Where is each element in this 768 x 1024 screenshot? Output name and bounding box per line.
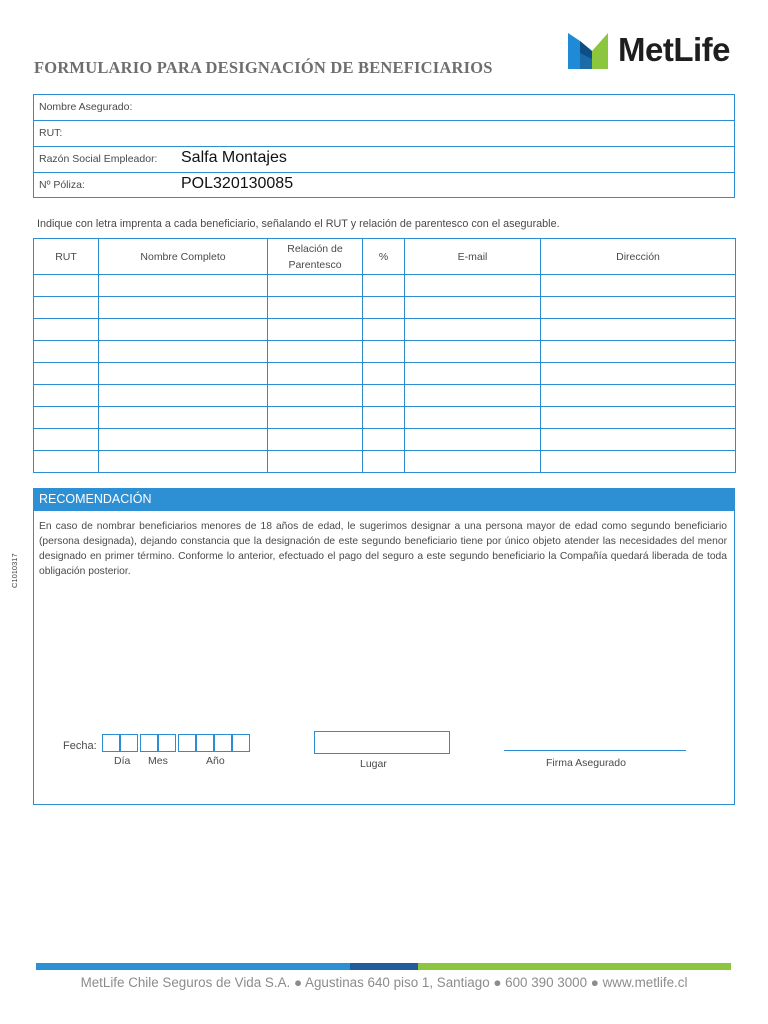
insured-info-box [33,94,735,198]
column-header-direccion: Dirección [541,239,736,275]
table-cell[interactable] [34,341,99,363]
instructions-text: Indique con letra imprenta a cada beneficiario, señalando el RUT y relación de parentesco con el asegurable. [37,218,560,230]
table-cell[interactable] [541,341,736,363]
footer-bar-green [418,963,731,970]
table-cell[interactable] [99,407,268,429]
metlife-logo-text: MetLife [618,31,730,68]
field-value: POL320130085 [181,175,294,192]
table-cell[interactable] [363,275,405,297]
column-header-relacion [268,239,363,275]
table-cell[interactable] [405,385,541,407]
date-digit-box-mes-2[interactable] [158,734,176,752]
table-cell[interactable] [268,407,363,429]
ano-label: Año [206,755,225,767]
table-row [34,363,736,385]
form-title: FORMULARIO PARA DESIGNACIÓN DE BENEFICIARIOS [34,58,493,77]
date-digit-box-mes-1[interactable] [140,734,158,752]
table-cell[interactable] [363,407,405,429]
table-cell[interactable] [34,275,99,297]
lugar-input[interactable] [314,731,450,754]
date-digit-box-ano-4[interactable] [232,734,250,752]
column-header-relacion-line1: Relación de [287,242,343,255]
table-cell[interactable] [541,451,736,473]
table-cell[interactable] [405,341,541,363]
table-cell[interactable] [99,319,268,341]
table-cell[interactable] [405,363,541,385]
table-cell[interactable] [268,363,363,385]
table-cell[interactable] [99,341,268,363]
table-cell[interactable] [541,319,736,341]
date-digit-box-ano-3[interactable] [214,734,232,752]
dia-label: Día [114,755,131,767]
table-cell[interactable] [268,297,363,319]
table-cell[interactable] [541,407,736,429]
table-cell[interactable] [34,407,99,429]
table-cell[interactable] [99,275,268,297]
table-row [34,275,736,297]
firma-line[interactable] [504,750,686,751]
field-nombre-asegurado[interactable] [34,95,734,121]
side-code-text: C1010317 [10,553,19,588]
field-poliza[interactable] [34,173,734,199]
table-cell[interactable] [363,451,405,473]
table-cell[interactable] [363,363,405,385]
table-cell[interactable] [268,275,363,297]
column-header-email: E-mail [405,239,541,275]
table-cell[interactable] [405,451,541,473]
column-header-percent: % [363,239,405,275]
date-digit-box-ano-1[interactable] [178,734,196,752]
column-header-rut: RUT [34,239,99,275]
table-cell[interactable] [268,319,363,341]
footer-bar-dark-blue [350,963,418,970]
field-label: RUT: [39,127,63,139]
metlife-logo-icon [568,31,610,71]
footer-text: MetLife Chile Seguros de Vida S.A. ● Agustinas 640 piso 1, Santiago ● 600 390 3000 ● www.metlife.cl [80,975,688,990]
table-row [34,407,736,429]
firma-label: Firma Asegurado [546,757,626,769]
table-cell[interactable] [99,429,268,451]
table-cell[interactable] [34,385,99,407]
table-row [34,429,736,451]
recommendation-title: RECOMENDACIÓN [39,492,152,506]
table-header-row [34,239,736,275]
table-cell[interactable] [99,451,268,473]
field-rut[interactable] [34,121,734,147]
table-cell[interactable] [268,429,363,451]
table-cell[interactable] [99,385,268,407]
table-cell[interactable] [405,407,541,429]
lugar-label: Lugar [360,758,387,770]
table-cell[interactable] [541,275,736,297]
table-row [34,297,736,319]
table-cell[interactable] [541,385,736,407]
table-cell[interactable] [268,451,363,473]
table-row [34,451,736,473]
field-label: Nombre Asegurado: [39,101,133,113]
table-cell[interactable] [405,275,541,297]
table-cell[interactable] [541,297,736,319]
table-cell[interactable] [363,319,405,341]
field-label: Razón Social Empleador: [39,153,158,165]
table-cell[interactable] [363,429,405,451]
table-cell[interactable] [34,363,99,385]
table-cell[interactable] [99,363,268,385]
table-cell[interactable] [405,429,541,451]
date-digit-box-dia-1[interactable] [102,734,120,752]
table-row [34,341,736,363]
date-digit-box-ano-2[interactable] [196,734,214,752]
table-cell[interactable] [34,319,99,341]
table-cell[interactable] [405,319,541,341]
table-cell[interactable] [541,363,736,385]
footer-bar-blue [36,963,350,970]
side-code [10,546,30,592]
table-cell[interactable] [405,297,541,319]
column-header-nombre: Nombre Completo [99,239,268,275]
table-row [34,385,736,407]
beneficiaries-table [33,238,736,473]
table-cell[interactable] [363,385,405,407]
table-cell[interactable] [34,297,99,319]
table-cell[interactable] [34,429,99,451]
fecha-label: Fecha: [63,740,97,752]
table-cell[interactable] [268,341,363,363]
table-cell[interactable] [363,341,405,363]
field-razon-social[interactable] [34,147,734,173]
table-row [34,319,736,341]
field-value: Salfa Montajes [181,149,287,166]
recommendation-text: En caso de nombrar beneficiarios menores de 18 años de edad, le sugerimos designar a una persona mayor de edad como segundo beneficiario (persona designada), dejando constancia que la designación de este segundo beneficiario tiene por único objeto atender las necesidades del menor designado en primer término. Conforme lo anterior, efectuado el pago del seguro a este segundo beneficiario la Compañía quedará liberada de toda obligación posterior. [39,521,727,577]
table-cell[interactable] [541,429,736,451]
mes-label: Mes [148,755,168,767]
table-cell[interactable] [99,297,268,319]
table-cell[interactable] [34,451,99,473]
field-label: Nº Póliza: [39,179,85,191]
table-cell[interactable] [363,297,405,319]
column-header-relacion-line2: Parentesco [288,258,342,271]
date-digit-box-dia-2[interactable] [120,734,138,752]
table-cell[interactable] [268,385,363,407]
